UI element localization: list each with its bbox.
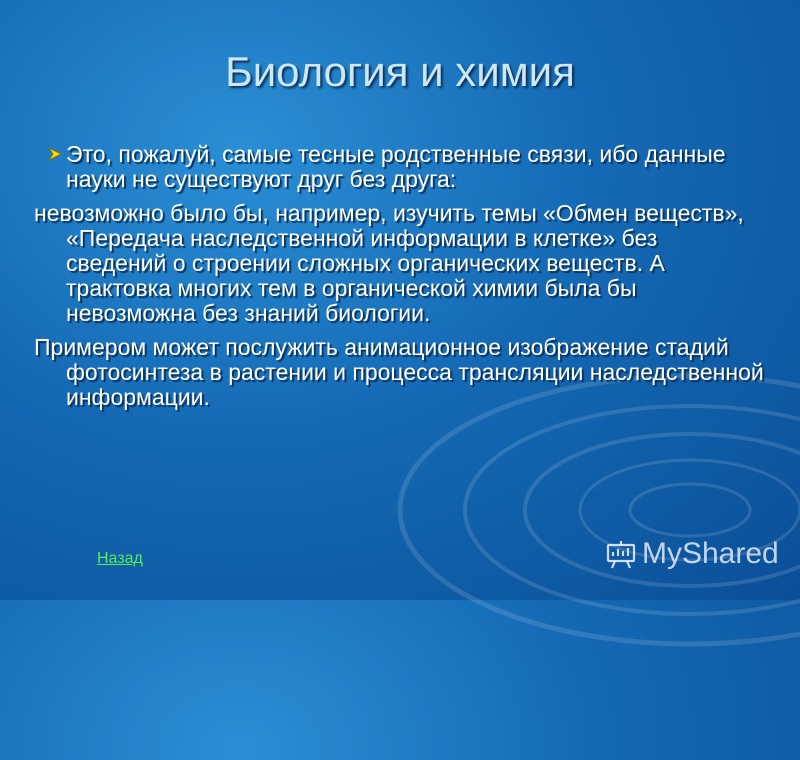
back-link[interactable]: Назад (97, 550, 143, 567)
arrow-bullet-icon (48, 147, 62, 161)
presentation-board-icon (604, 537, 638, 571)
paragraph-1: невозможно было бы, например, изучить темы «Обмен веществ», «Передача наследственной информации в клетке» без сведений о строении сложных органических веществ. А трактовка многих тем в органической химии была бы невозможна без знаний биологии. (34, 200, 744, 326)
bullet-text: Это, пожалуй, самые тесные родственные связи, ибо данные науки не существуют друг без друга: (66, 141, 726, 192)
slide-body (34, 142, 764, 419)
watermark-text: MyShared (642, 537, 779, 570)
slide-title: Биология и химия (225, 48, 575, 95)
bullet-item (34, 142, 764, 192)
paragraph-2: Примером может послужить анимационное изображение стадий фотосинтеза в растении и процесса трансляции наследственной информации. (34, 334, 764, 410)
watermark-logo (604, 534, 784, 574)
